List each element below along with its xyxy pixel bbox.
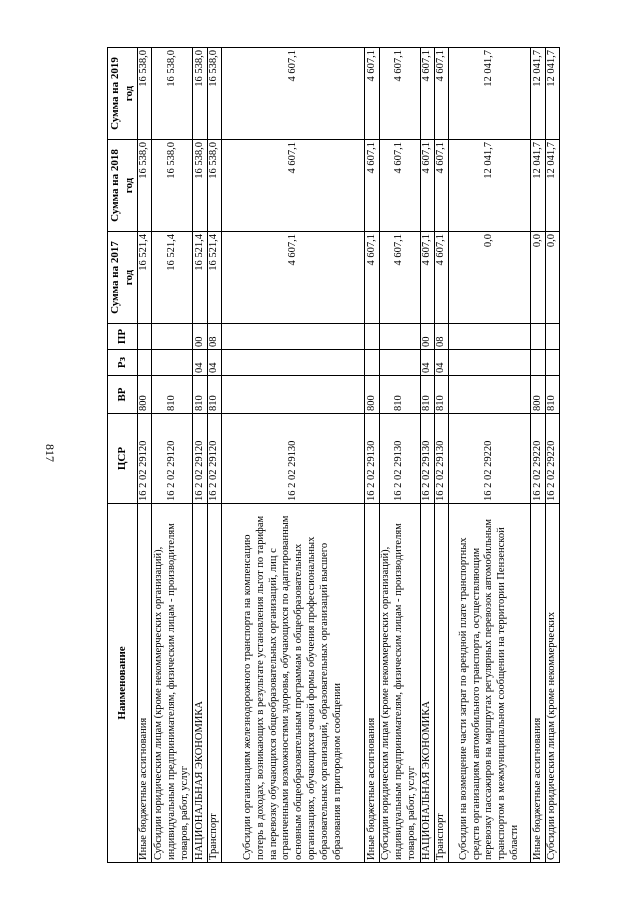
cell-name: Иные бюджетные ассигнования	[365, 504, 379, 863]
cell-rz: 04	[207, 350, 221, 376]
cell-csr: 16 2 02 29130	[365, 414, 379, 504]
cell-vr: 810	[193, 376, 207, 414]
cell-2019: 12 041,7	[449, 48, 531, 140]
cell-csr: 16 2 02 29120	[152, 414, 193, 504]
header-name: Наименование	[108, 504, 138, 863]
cell-name: НАЦИОНАЛЬНАЯ ЭКОНОМИКА	[193, 504, 207, 863]
cell-vr: 810	[207, 376, 221, 414]
cell-2017: 0,0	[545, 232, 559, 324]
header-vr: ВР	[108, 376, 138, 414]
cell-2018: 12 041,7	[545, 140, 559, 232]
cell-pr: 00	[193, 324, 207, 350]
cell-2017: 16 521,4	[207, 232, 221, 324]
cell-vr: 800	[365, 376, 379, 414]
cell-2019: 16 538,0	[138, 48, 152, 140]
cell-csr: 16 2 02 29120	[193, 414, 207, 504]
cell-pr	[531, 324, 545, 350]
cell-vr: 810	[420, 376, 434, 414]
cell-2019: 16 538,0	[193, 48, 207, 140]
cell-2019: 4 607,1	[379, 48, 420, 140]
header-rz: Рз	[108, 350, 138, 376]
cell-rz	[365, 350, 379, 376]
cell-2017: 0,0	[449, 232, 531, 324]
cell-vr: 810	[545, 376, 559, 414]
table-row	[193, 48, 207, 863]
cell-vr: 810	[152, 376, 193, 414]
cell-rz	[531, 350, 545, 376]
cell-rz: 04	[434, 350, 448, 376]
table-row	[379, 48, 420, 863]
rotated-table-container	[107, 48, 560, 863]
cell-2017: 0,0	[531, 232, 545, 324]
cell-pr	[545, 324, 559, 350]
cell-2017: 16 521,4	[193, 232, 207, 324]
header-2017: Сумма на 2017 год	[108, 232, 138, 324]
cell-csr: 16 2 02 29120	[138, 414, 152, 504]
table-row	[138, 48, 152, 863]
cell-2018: 4 607,1	[379, 140, 420, 232]
table-header-row	[108, 48, 138, 863]
cell-name: Транспорт	[434, 504, 448, 863]
cell-2018: 4 607,1	[434, 140, 448, 232]
cell-pr	[138, 324, 152, 350]
cell-2018: 12 041,7	[449, 140, 531, 232]
table-row	[449, 48, 531, 863]
cell-name: Иные бюджетные ассигнования	[138, 504, 152, 863]
cell-name: НАЦИОНАЛЬНАЯ ЭКОНОМИКА	[420, 504, 434, 863]
cell-2019: 16 538,0	[152, 48, 193, 140]
cell-rz	[545, 350, 559, 376]
table-row	[531, 48, 545, 863]
cell-2019: 4 607,1	[365, 48, 379, 140]
header-2018: Сумма на 2018 год	[108, 140, 138, 232]
cell-csr: 16 2 02 29130	[434, 414, 448, 504]
cell-2017: 4 607,1	[379, 232, 420, 324]
cell-pr: 00	[420, 324, 434, 350]
cell-2017: 16 521,4	[152, 232, 193, 324]
header-2019: Сумма на 2019 год	[108, 48, 138, 140]
cell-2017: 4 607,1	[434, 232, 448, 324]
page-number: 817	[43, 444, 58, 462]
cell-pr: 08	[207, 324, 221, 350]
cell-2018: 4 607,1	[221, 140, 364, 232]
header-pr: ПР	[108, 324, 138, 350]
cell-vr: 810	[379, 376, 420, 414]
cell-name: Транспорт	[207, 504, 221, 863]
cell-2018: 16 538,0	[152, 140, 193, 232]
cell-2019: 4 607,1	[434, 48, 448, 140]
cell-2018: 16 538,0	[193, 140, 207, 232]
header-csr: ЦСР	[108, 414, 138, 504]
cell-2017: 4 607,1	[221, 232, 364, 324]
cell-2018: 4 607,1	[365, 140, 379, 232]
cell-2017: 4 607,1	[420, 232, 434, 324]
cell-csr: 16 2 02 29220	[531, 414, 545, 504]
cell-rz: 04	[420, 350, 434, 376]
table-row	[207, 48, 221, 863]
cell-name: Иные бюджетные ассигнования	[531, 504, 545, 863]
cell-2018: 16 538,0	[138, 140, 152, 232]
cell-pr	[221, 324, 364, 350]
cell-pr	[449, 324, 531, 350]
cell-csr: 16 2 02 29130	[420, 414, 434, 504]
cell-2018: 12 041,7	[531, 140, 545, 232]
cell-2019: 4 607,1	[420, 48, 434, 140]
cell-2019: 16 538,0	[207, 48, 221, 140]
budget-table	[107, 47, 560, 863]
cell-rz	[379, 350, 420, 376]
cell-pr	[152, 324, 193, 350]
cell-2017: 16 521,4	[138, 232, 152, 324]
cell-2019: 12 041,7	[531, 48, 545, 140]
table-row	[152, 48, 193, 863]
cell-rz	[449, 350, 531, 376]
cell-rz	[152, 350, 193, 376]
cell-2018: 4 607,1	[420, 140, 434, 232]
cell-name: Субсидии юридическим лицам (кроме некоммерческих организаций), индивидуальным предпринимателям, физическим лицам - производителям товаров, работ, услуг	[379, 504, 420, 863]
table-row	[434, 48, 448, 863]
cell-2019: 4 607,1	[221, 48, 364, 140]
cell-csr: 16 2 02 29220	[545, 414, 559, 504]
cell-pr: 08	[434, 324, 448, 350]
cell-rz: 04	[193, 350, 207, 376]
cell-csr: 16 2 02 29220	[449, 414, 531, 504]
cell-csr: 16 2 02 29130	[221, 414, 364, 504]
table-row	[420, 48, 434, 863]
table-row	[365, 48, 379, 863]
cell-csr: 16 2 02 29120	[207, 414, 221, 504]
cell-2017: 4 607,1	[365, 232, 379, 324]
cell-name: Субсидии организациям железнодорожного транспорта на компенсацию потерь в доходах, возникающих в результате установления льгот по тарифам на перевозку обучающихся общеобразовательных организаций, лиц с ограниченными возможностями здоровья, обучающихся по адаптированным основным общеобразовательным программам в общеобразовательных организациях, обучающихся очной формы обучения профессиональных образовательных организаций, образовательных организаций высшего образования в пригородном сообщении	[221, 504, 364, 863]
cell-rz	[138, 350, 152, 376]
cell-2018: 16 538,0	[207, 140, 221, 232]
cell-vr	[221, 376, 364, 414]
table-row	[221, 48, 364, 863]
table-row	[545, 48, 559, 863]
cell-csr: 16 2 02 29130	[379, 414, 420, 504]
cell-vr: 810	[434, 376, 448, 414]
cell-pr	[365, 324, 379, 350]
cell-vr	[449, 376, 531, 414]
cell-2019: 12 041,7	[545, 48, 559, 140]
cell-name: Субсидии на возмещение части затрат по арендной плате транспортных средств организациям автомобильного транспорта, осуществляющим перевозку пассажиров на маршрутах регулярных перевозок автомобильным транспортом в межмуниципальном сообщении на территории Пензенской области	[449, 504, 531, 863]
cell-pr	[379, 324, 420, 350]
cell-name: Субсидии юридическим лицам (кроме некоммерческих организаций), индивидуальным предпринимателям, физическим лицам - производителям товаров, работ, услуг	[152, 504, 193, 863]
cell-vr: 800	[531, 376, 545, 414]
cell-vr: 800	[138, 376, 152, 414]
cell-rz	[221, 350, 364, 376]
cell-name: Субсидии юридическим лицам (кроме некоммерческих	[545, 504, 559, 863]
